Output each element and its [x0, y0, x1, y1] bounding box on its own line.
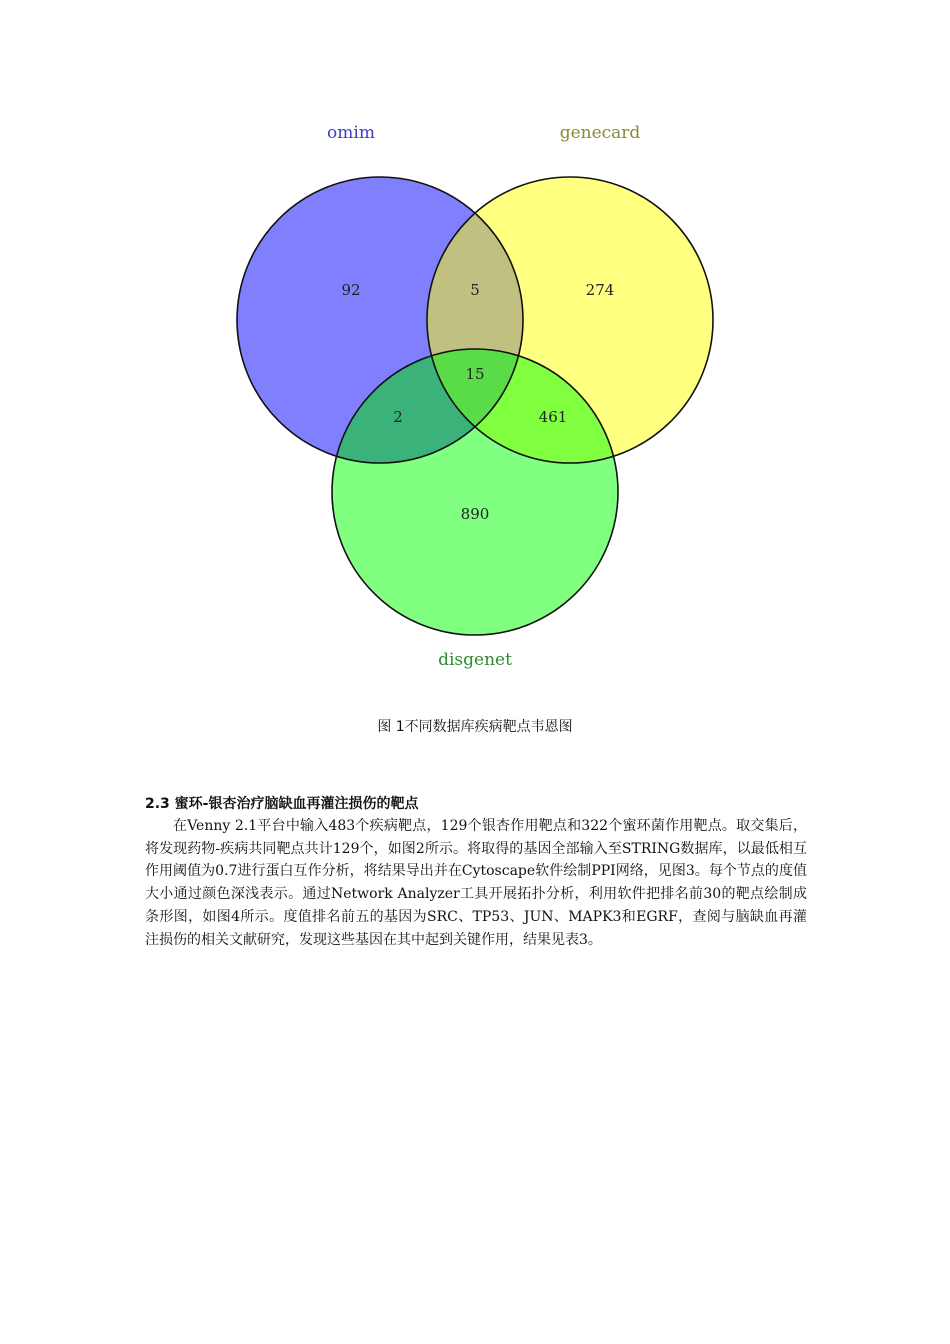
body-paragraph-block [145, 815, 807, 951]
body-paragraph: 在Venny 2.1平台中输入483个疾病靶点，129个银杏作用靶点和322个蜜环菌作用靶点。取交集后，将发现药物-疾病共同靶点共计129个，如图2所示。将取得的基因全部输入至STRING数据库，以最低相互作用阈值为0.7进行蛋白互作分析，将结果导出并在Cytoscape软件绘制PPI网络，见图3。每个节点的度值大小通过颜色深浅表示。通过Network Analyzer工具开展拓扑分析，利用软件把排名前30的靶点绘制成条形图，如图4所示。度值排名前五的基因为SRC、TP53、JUN、MAPK3和EGRF，查阅与脑缺血再灌注损伤的相关文献研究，发现这些基因在其中起到关键作用，结果见表3。 [145, 818, 807, 948]
figure-caption: 图 1不同数据库疾病靶点韦恩图 [377, 719, 573, 735]
omim-genecard-count: 5 [470, 281, 480, 299]
disgenet-only-count: 890 [460, 505, 490, 523]
genecard-label: genecard [559, 123, 641, 143]
genecard-disgenet-count: 461 [538, 408, 568, 426]
omim-only-count: 92 [341, 281, 361, 299]
genecard-only-count: 274 [585, 281, 615, 299]
section-heading: 2.3 蜜环-银杏治疗脑缺血再灌注损伤的靶点 [145, 796, 419, 812]
omim-label: omim [327, 123, 375, 143]
all-three-count: 15 [465, 365, 485, 383]
omim-disgenet-count: 2 [393, 408, 403, 426]
disgenet-label: disgenet [438, 650, 512, 670]
